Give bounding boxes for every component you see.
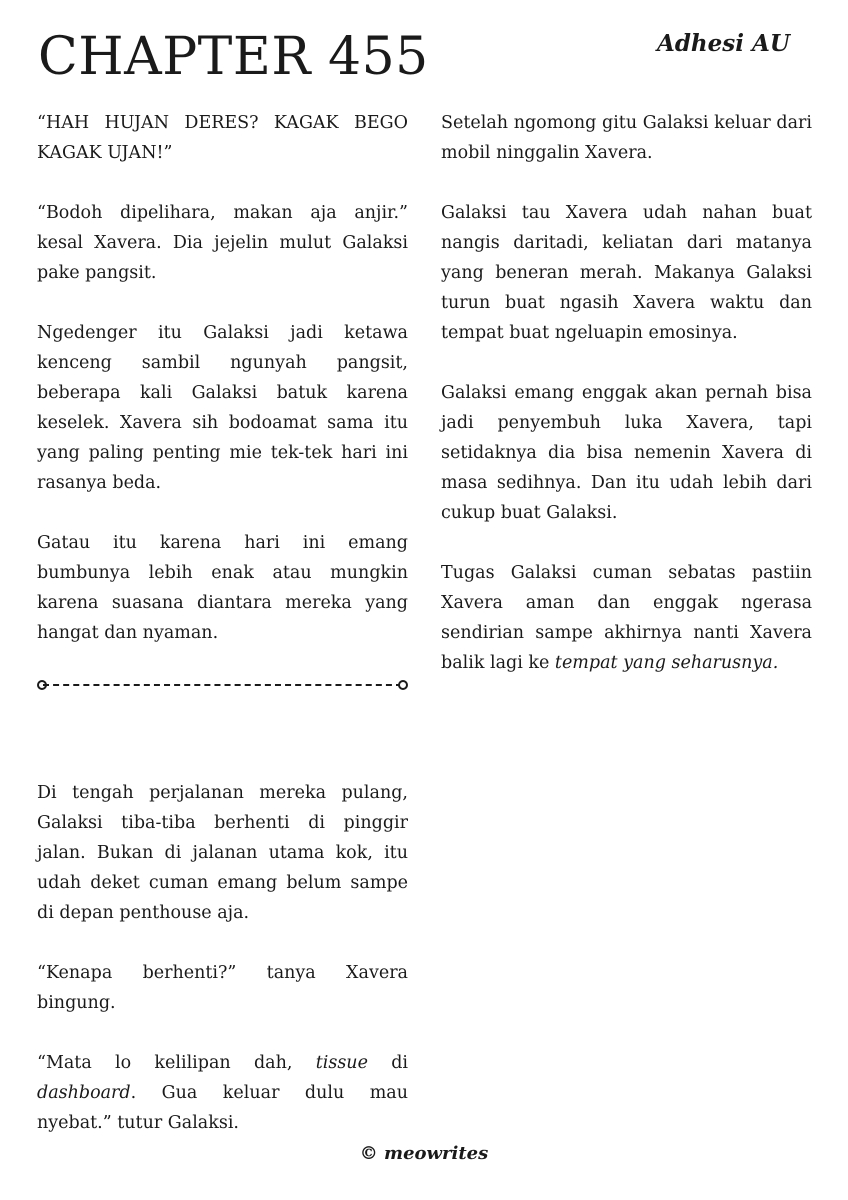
text-run: Tugas Galaksi cuman sebatas pastiin Xavera aman dan enggak ngerasa sendirian sampe akhirnya nanti Xavera balik lagi ke [441,563,812,673]
chapter-title: CHAPTER 455 [38,27,429,87]
right-column [441,108,812,708]
left-column [37,108,408,1168]
paragraph: Setelah ngomong gitu Galaksi keluar dari mobil ninggalin Xavera. [441,113,812,163]
text-run: di [367,1053,408,1073]
scene-divider [37,678,408,692]
paragraph [37,1048,408,1138]
paragraph: Ngedenger itu Galaksi jadi ketawa kenceng sambil ngunyah pangsit, beberapa kali Galaksi batuk karena keselek. Xavera sih bodoamat sama itu yang paling penting mie tek-tek hari ini rasanya beda. [37,323,408,493]
author-credit: © meowrites [359,1143,489,1164]
paragraph [441,558,812,678]
italic-text: tissue [315,1053,368,1073]
paragraph: Di tengah perjalanan mereka pulang, Galaksi tiba-tiba berhenti di pinggir jalan. Bukan di jalanan utama kok, itu udah deket cuman emang belum sampe di depan penthouse aja. [37,783,408,923]
italic-text: tempat yang seharusnya. [554,653,779,673]
paragraph: “Bodoh dipelihara, makan aja anjir.” kesal Xavera. Dia jejelin mulut Galaksi pake pangsit. [37,203,408,283]
paragraph: “HAH HUJAN DERES? KAGAK BEGO KAGAK UJAN!” [37,113,408,163]
text-run: “Mata lo kelilipan dah, [37,1053,316,1073]
paragraph: “Kenapa berhenti?” tanya Xavera bingung. [37,963,408,1013]
divider-end-dot [398,680,408,690]
series-title: Adhesi AU [657,30,790,57]
text-run: . Gua keluar dulu mau nyebat.” tutur Galaksi. [37,1083,408,1133]
paragraph: Gatau itu karena hari ini emang bumbunya lebih enak atau mungkin karena suasana diantara mereka yang hangat dan nyaman. [37,533,408,643]
paragraph: Galaksi emang enggak akan pernah bisa jadi penyembuh luka Xavera, tapi setidaknya dia bisa nemenin Xavera di masa sedihnya. Dan itu udah lebih dari cukup buat Galaksi. [441,383,812,523]
paragraph: Galaksi tau Xavera udah nahan buat nangis daritadi, keliatan dari matanya yang beneran merah. Makanya Galaksi turun buat ngasih Xavera waktu dan tempat buat ngeluapin emosinya. [441,203,812,343]
italic-text: dashboard [37,1083,131,1103]
divider-line [43,684,402,686]
